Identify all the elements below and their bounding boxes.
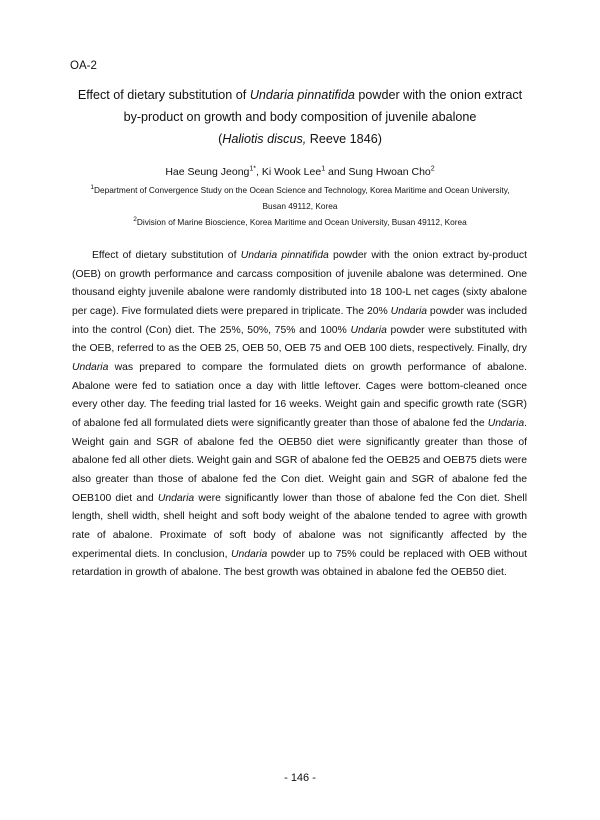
abstract-text: powder was included into the control (Con) diet. The 25%, 50%, 75% and 100% <box>72 305 527 336</box>
title-line-3 <box>218 132 382 146</box>
title-line-1 <box>78 88 522 102</box>
author-name: Sung Hwoan Cho <box>348 166 431 178</box>
abstract-text: were significantly lower than those of abalone fed the Con diet. Shell length, shell width, shell height and soft body weight of the abalone tended to agree with growth rate of abalone. Proximate of soft body of abalone was not significantly affected by the experimental diets. In conclusion, <box>72 492 528 560</box>
affiliation-1 <box>85 182 515 214</box>
title-species-italic: Haliotis discus, <box>222 132 307 146</box>
title-text: Effect of dietary substitution of <box>77 88 250 102</box>
page-number: - 146 - <box>284 772 316 784</box>
abstract-paragraph <box>72 247 527 583</box>
affiliation-mark: 2 <box>133 216 137 224</box>
species-italic: Undaria <box>72 361 109 373</box>
title-text: ( <box>218 132 223 146</box>
affiliation-2 <box>85 214 515 230</box>
author-separator: , <box>256 166 262 178</box>
affiliation-text: Department of Convergence Study on the Ocean Science and Technology, Korea Maritime and Ocean University, Busan 49112, Korea <box>94 185 510 211</box>
species-italic: Undaria pinnatifida <box>240 250 329 261</box>
affiliations <box>85 182 515 230</box>
abstract-text: . Weight gain and SGR of abalone fed the OEB50 diet were significantly greater than those of abalone fed all other diets. Weight gain and SGR of abalone fed the OEB25 and OEB75 diets were also greater than those of abalone fed the Con diet. Weight gain and SGR of abalone fed the OEB100 diet and <box>72 417 527 504</box>
species-italic: Undaria <box>390 305 428 317</box>
author-affil-mark: 2 <box>430 165 435 173</box>
affiliation-text: Division of Marine Bioscience, Korea Maritime and Ocean University, Busan 49112, Korea <box>136 217 467 227</box>
species-italic: Undaria <box>350 324 387 336</box>
species-italic: Undaria <box>157 492 195 504</box>
title-line-2: by-product on growth and body composition of juvenile abalone <box>123 110 477 124</box>
abstract-text: powder with the onion extract by-product (OEB) on growth performance and carcass composition of juvenile abalone was determined. One thousand eighty juvenile abalone were randomly distributed into 18 100-L net cages (sixty abalone per cage). Five formulated diets were prepared in triplicate. The 20% <box>72 250 527 317</box>
author-separator: and <box>325 166 349 178</box>
author-affil-mark: 1 <box>321 165 326 173</box>
affiliation-mark: 1 <box>90 184 95 192</box>
title-species-italic: Undaria pinnatifida <box>249 88 355 102</box>
author-affil-mark: 1* <box>249 165 257 173</box>
species-italic: Undaria <box>230 548 268 560</box>
species-italic: Undaria <box>487 417 525 429</box>
session-code: OA-2 <box>70 60 97 72</box>
title-text: Reeve 1846) <box>306 132 382 146</box>
author-name: Ki Wook Lee <box>261 166 322 178</box>
abstract-text: was prepared to compare the formulated diets on growth performance of abalone. Abalone were fed to satiation once a day with little leftover. Cages were bottom-cleaned once every other day. The feeding trial lasted for 16 weeks. Weight gain and specific growth rate (SGR) of abalone fed all formulated diets were significantly greater than those of abalone fed the <box>72 361 527 429</box>
abstract-text: powder were substituted with the OEB, referred to as the OEB 25, OEB 50, OEB 75 and OEB 100 diets, respectively. Finally, dry <box>72 324 527 355</box>
title-text: powder with the onion extract <box>354 88 523 102</box>
abstract-text: Effect of dietary substitution of <box>92 250 241 261</box>
abstract-text: powder up to 75% could be replaced with OEB without retardation in growth of abalone. The best growth was obtained in abalone fed the OEB50 diet. <box>72 548 527 579</box>
author-list <box>60 164 540 180</box>
paper-title <box>60 84 540 150</box>
author-name: Hae Seung Jeong <box>165 166 250 178</box>
